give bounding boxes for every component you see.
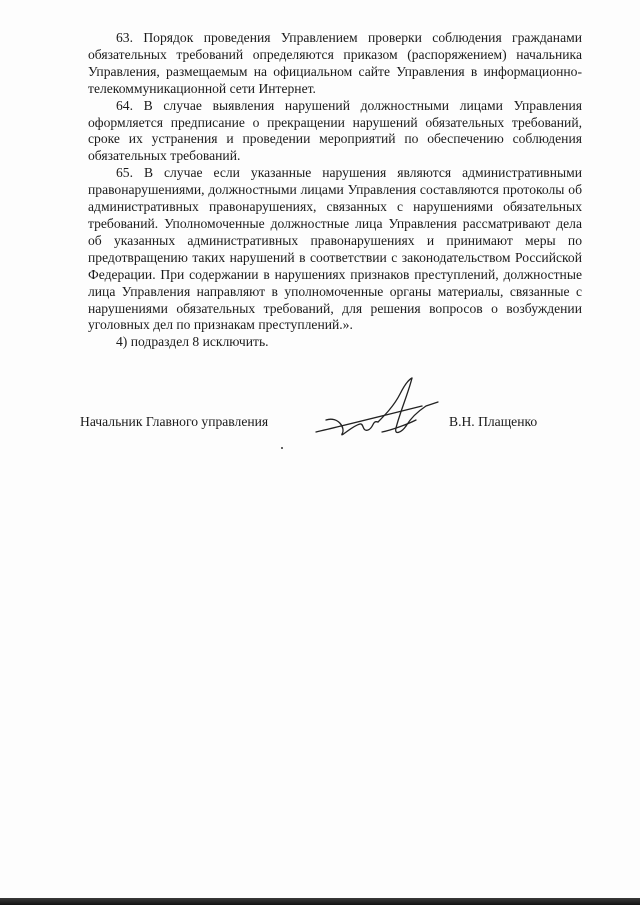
scan-artifact [281, 447, 283, 449]
handwritten-signature [312, 376, 442, 454]
signatory-title: Начальник Главного управления [80, 414, 269, 429]
paragraph-item-4: 4) подраздел 8 исключить. [116, 334, 269, 350]
paragraph-63: 63. Порядок проведения Управлением проверки соблюдения гражданами обязательных требований определяются приказом (распоряжением) начальника Управления, размещаемым на официальном сайте Управления в информационно-телекоммуникационной сети Интернет. [88, 30, 582, 96]
signature-block [80, 376, 580, 456]
scan-bottom-edge [0, 898, 640, 905]
document-body [88, 30, 582, 351]
paragraph-64: 64. В случае выявления нарушений должностными лицами Управления оформляется предписание о прекращении нарушений обязательных требований, сроке их устранения и проведении мероприятий по обеспечению соблюдения обязательных требований. [88, 97, 582, 164]
signatory-name: В.Н. Плащенко [449, 414, 538, 429]
paragraph-65: 65. В случае если указанные нарушения являются административными правонарушениями, должностными лицами Управления составляются протоколы об административных правонарушениях, связанных с нарушениями обязательных требований. Уполномоченные должностные лица Управления рассматривают дела об указанных административных правонарушениях и принимают меры по предотвращению таких нарушений в соответствии с законодательством Российской Федерации. При содержании в нарушениях признаков преступлений, должностные лица Управления направляют в уполномоченные органы материалы, связанные с нарушениями обязательных требований, для решения вопросов о возбуждении уголовных дел по признакам преступлений.». [88, 165, 582, 333]
